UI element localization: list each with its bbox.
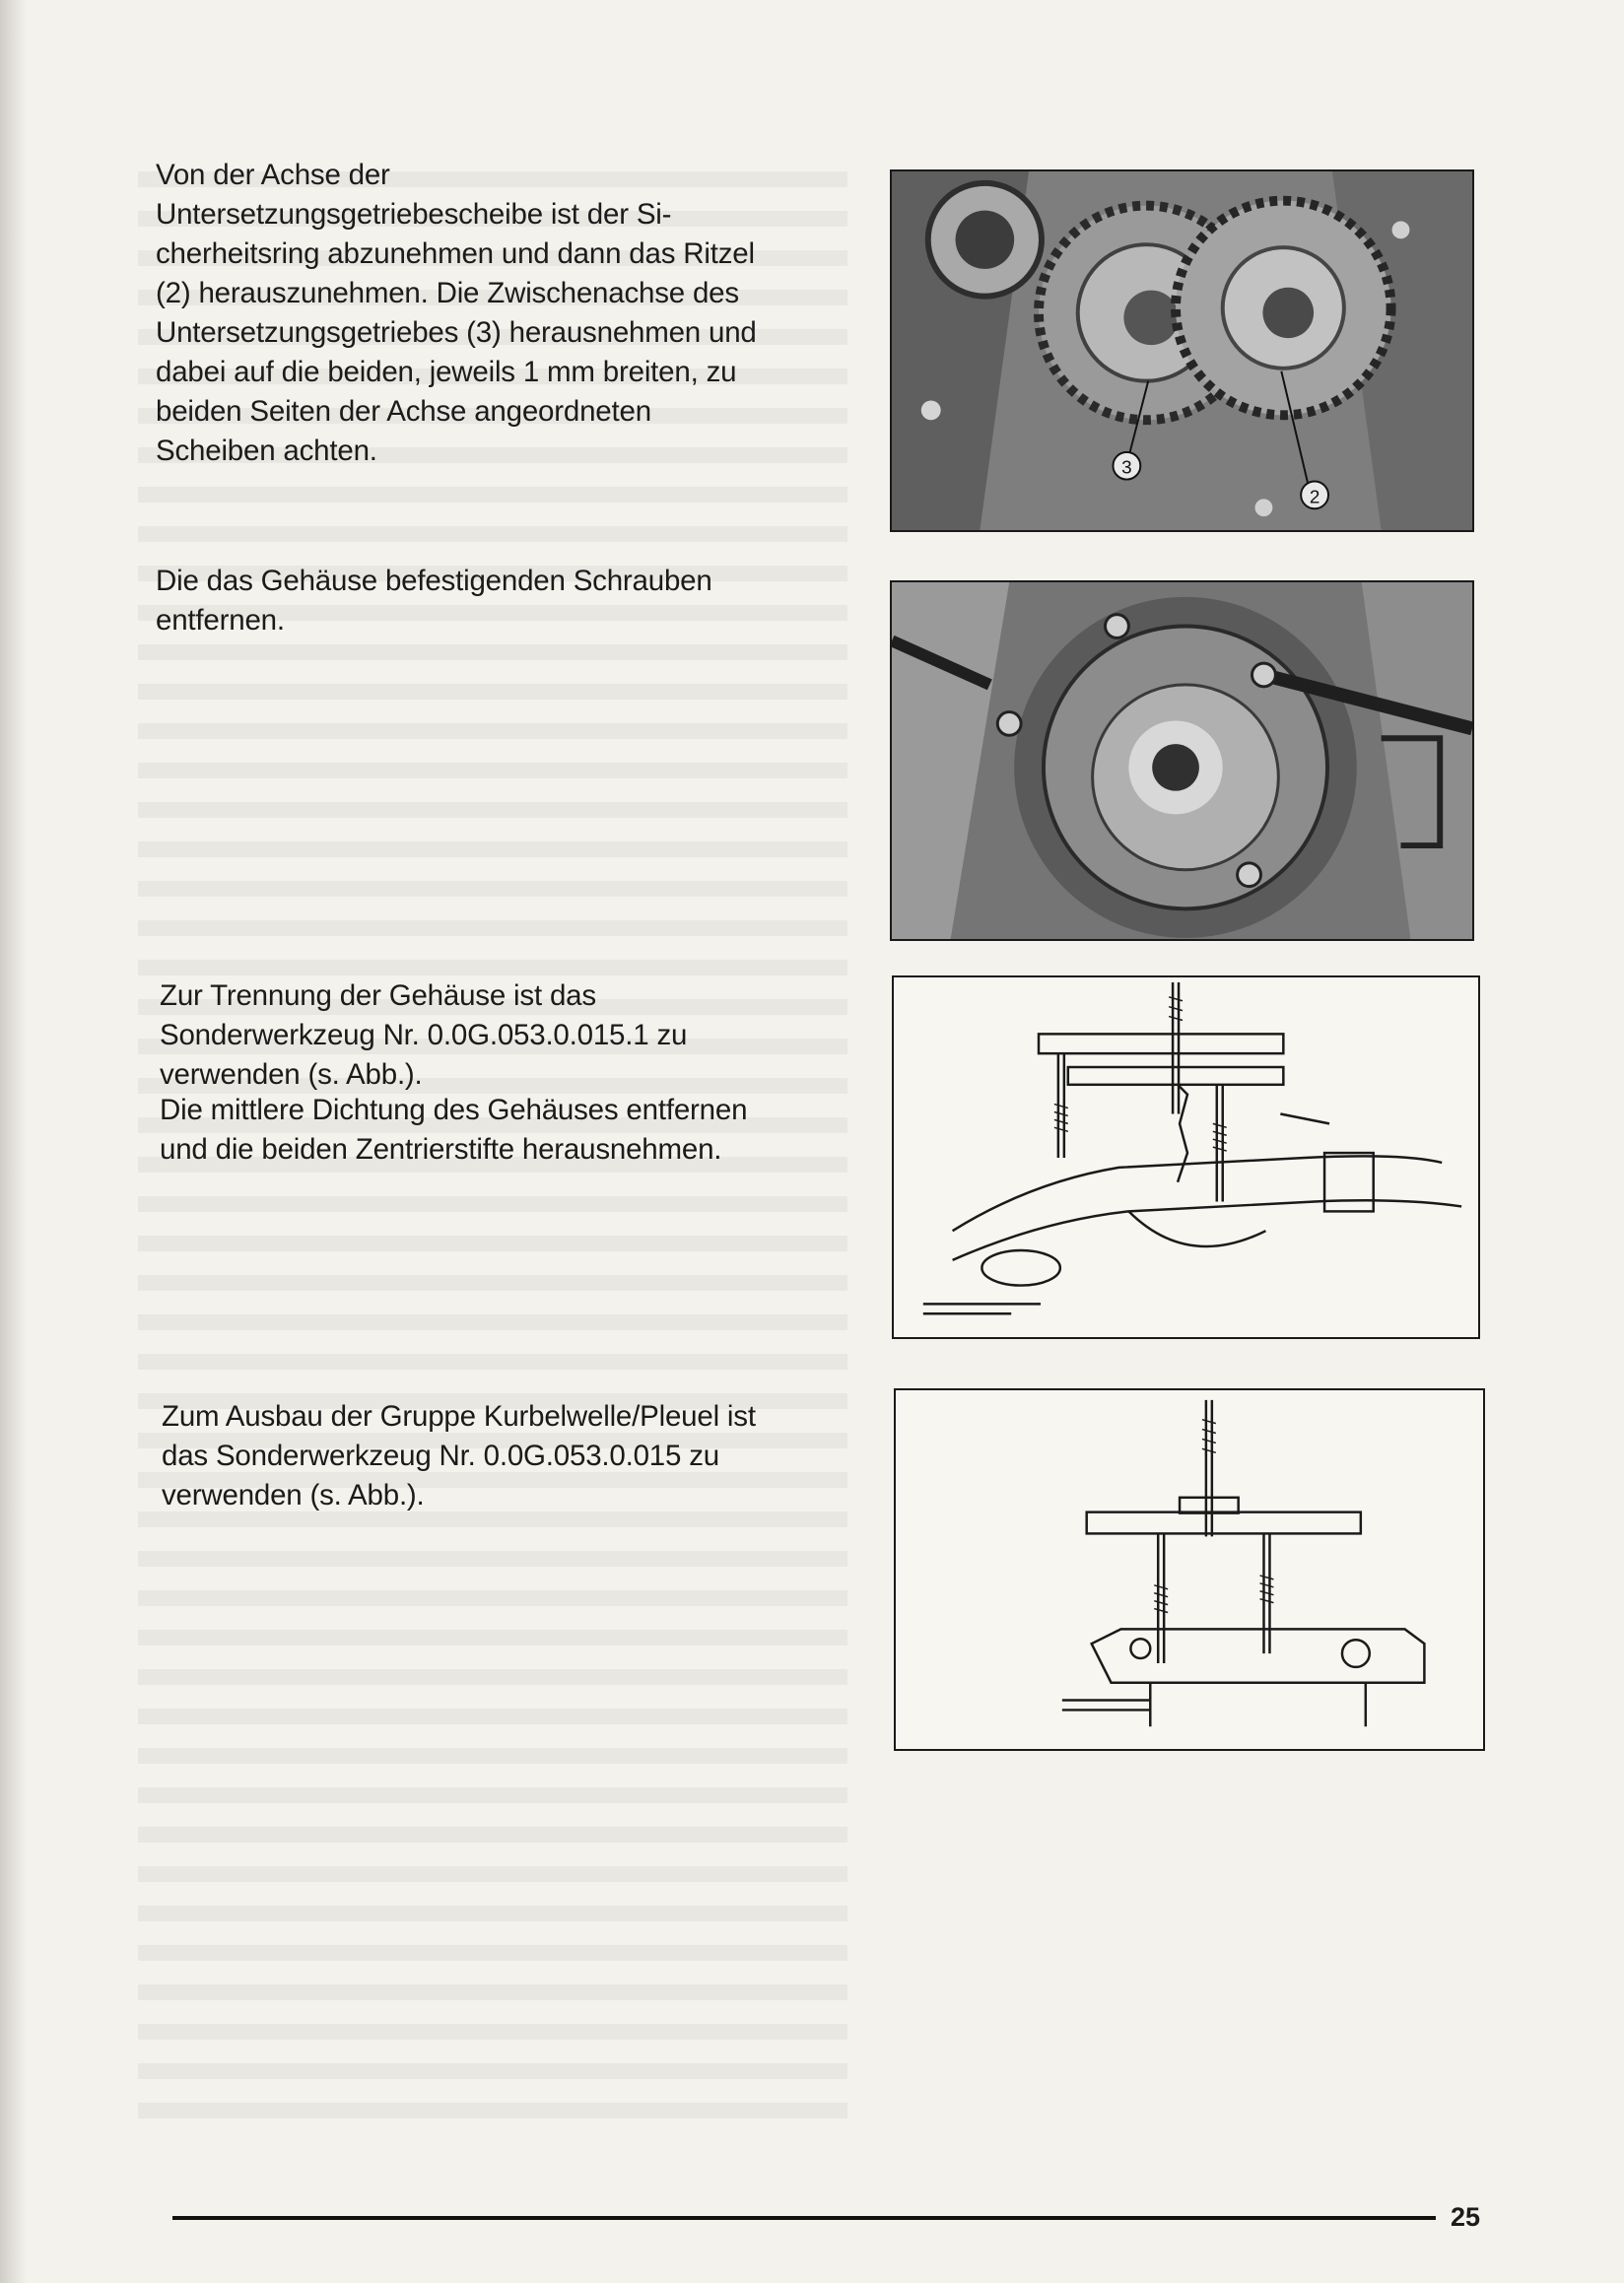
callout-label-3: 3 bbox=[1121, 456, 1132, 478]
paragraph-separate-housing: Zur Trennung der Gehäuse ist das Sonderwerkzeug Nr. 0.0G.053.0.015.1 zu verwenden (s. Abb.). bbox=[160, 979, 688, 1091]
paragraph-remove-screws: Die das Gehäuse befestigenden Schrauben entfernen. bbox=[156, 565, 712, 637]
figure-housing-screws-photo bbox=[890, 580, 1474, 941]
page-binding-shadow bbox=[0, 0, 28, 2283]
paragraph-remove-gasket: Die mittlere Dichtung des Gehäuses entfernen und die beiden Zentrierstifte herausnehmen. bbox=[160, 1094, 748, 1166]
footer-rule bbox=[172, 2216, 1436, 2220]
paragraph-remove-circlip: Von der Achse der Untersetzungsgetriebescheibe ist der Si- cherheitsring abzunehmen und dann das Ritzel (2) herauszunehmen. Die Zwischenachse des Untersetzungsgetriebes (3) herausnehmen und dabei auf die beiden, jeweils 1 mm breiten, zu beiden Seiten der Achse angeordneten Scheiben achten. bbox=[156, 159, 757, 467]
page-number: 25 bbox=[1451, 2202, 1481, 2232]
figure-reduction-gears-photo bbox=[890, 169, 1474, 532]
paragraph-remove-crankshaft: Zum Ausbau der Gruppe Kurbelwelle/Pleuel ist das Sonderwerkzeug Nr. 0.0G.053.0.015 zu verwenden (s. Abb.). bbox=[162, 1400, 756, 1511]
figure-housing-separation-tool-drawing bbox=[892, 975, 1480, 1339]
callout-label-2: 2 bbox=[1309, 486, 1320, 507]
figure-crankshaft-removal-tool-drawing bbox=[894, 1388, 1485, 1751]
